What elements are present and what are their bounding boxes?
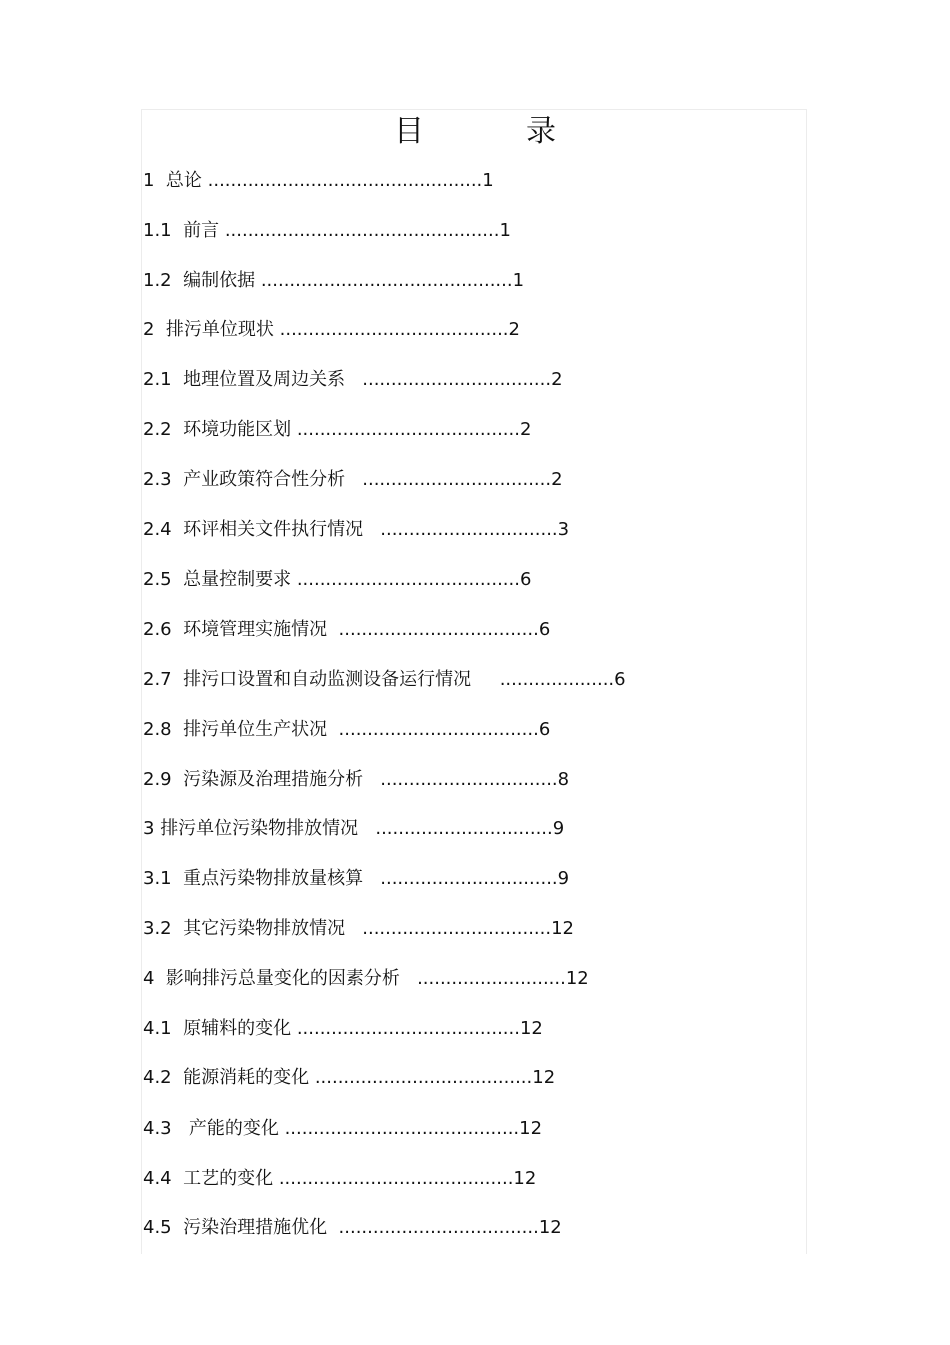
- toc-entry[interactable]: 4 影响排污总量变化的因素分析 ..........................12: [143, 968, 589, 989]
- toc-entry[interactable]: 2.9 污染源及治理措施分析 ...............................8: [143, 769, 570, 790]
- toc-entry[interactable]: 2.3 产业政策符合性分析 .................................2: [143, 469, 563, 490]
- toc-entry[interactable]: 1.2 编制依据 ............................................1: [143, 270, 525, 291]
- toc-title: 目 录: [394, 114, 592, 149]
- toc-entry[interactable]: 2.8 排污单位生产状况 ...................................6: [143, 719, 551, 740]
- toc-entry[interactable]: 4.3 产能的变化 .........................................12: [143, 1118, 543, 1139]
- toc-entry[interactable]: 1 总论 ................................................1: [143, 170, 494, 191]
- toc-entry[interactable]: 2.4 环评相关文件执行情况 ...............................3: [143, 519, 570, 540]
- toc-entry[interactable]: 2.7 排污口设置和自动监测设备运行情况 ....................6: [143, 669, 626, 690]
- toc-entry[interactable]: 3.1 重点污染物排放量核算 ...............................9: [143, 868, 570, 889]
- toc-entry[interactable]: 4.1 原辅料的变化 .......................................12: [143, 1018, 543, 1039]
- toc-entry[interactable]: 4.4 工艺的变化 .........................................12: [143, 1168, 537, 1189]
- toc-entry[interactable]: 2.6 环境管理实施情况 ...................................6: [143, 619, 551, 640]
- toc-entry[interactable]: 2.2 环境功能区划 .......................................2: [143, 419, 532, 440]
- toc-entry[interactable]: 2 排污单位现状 ........................................2: [143, 319, 520, 340]
- toc-entry[interactable]: 1.1 前言 ................................................1: [143, 220, 511, 241]
- toc-entry[interactable]: 3 排污单位污染物排放情况 ...............................9: [143, 818, 565, 839]
- toc-entry[interactable]: 4.2 能源消耗的变化 ......................................12: [143, 1067, 556, 1088]
- toc-entry[interactable]: 3.2 其它污染物排放情况 .................................12: [143, 918, 574, 939]
- toc-entry[interactable]: 4.5 污染治理措施优化 ...................................12: [143, 1217, 562, 1238]
- toc-entry[interactable]: 2.5 总量控制要求 .......................................6: [143, 569, 532, 590]
- toc-entry[interactable]: 2.1 地理位置及周边关系 .................................2: [143, 369, 563, 390]
